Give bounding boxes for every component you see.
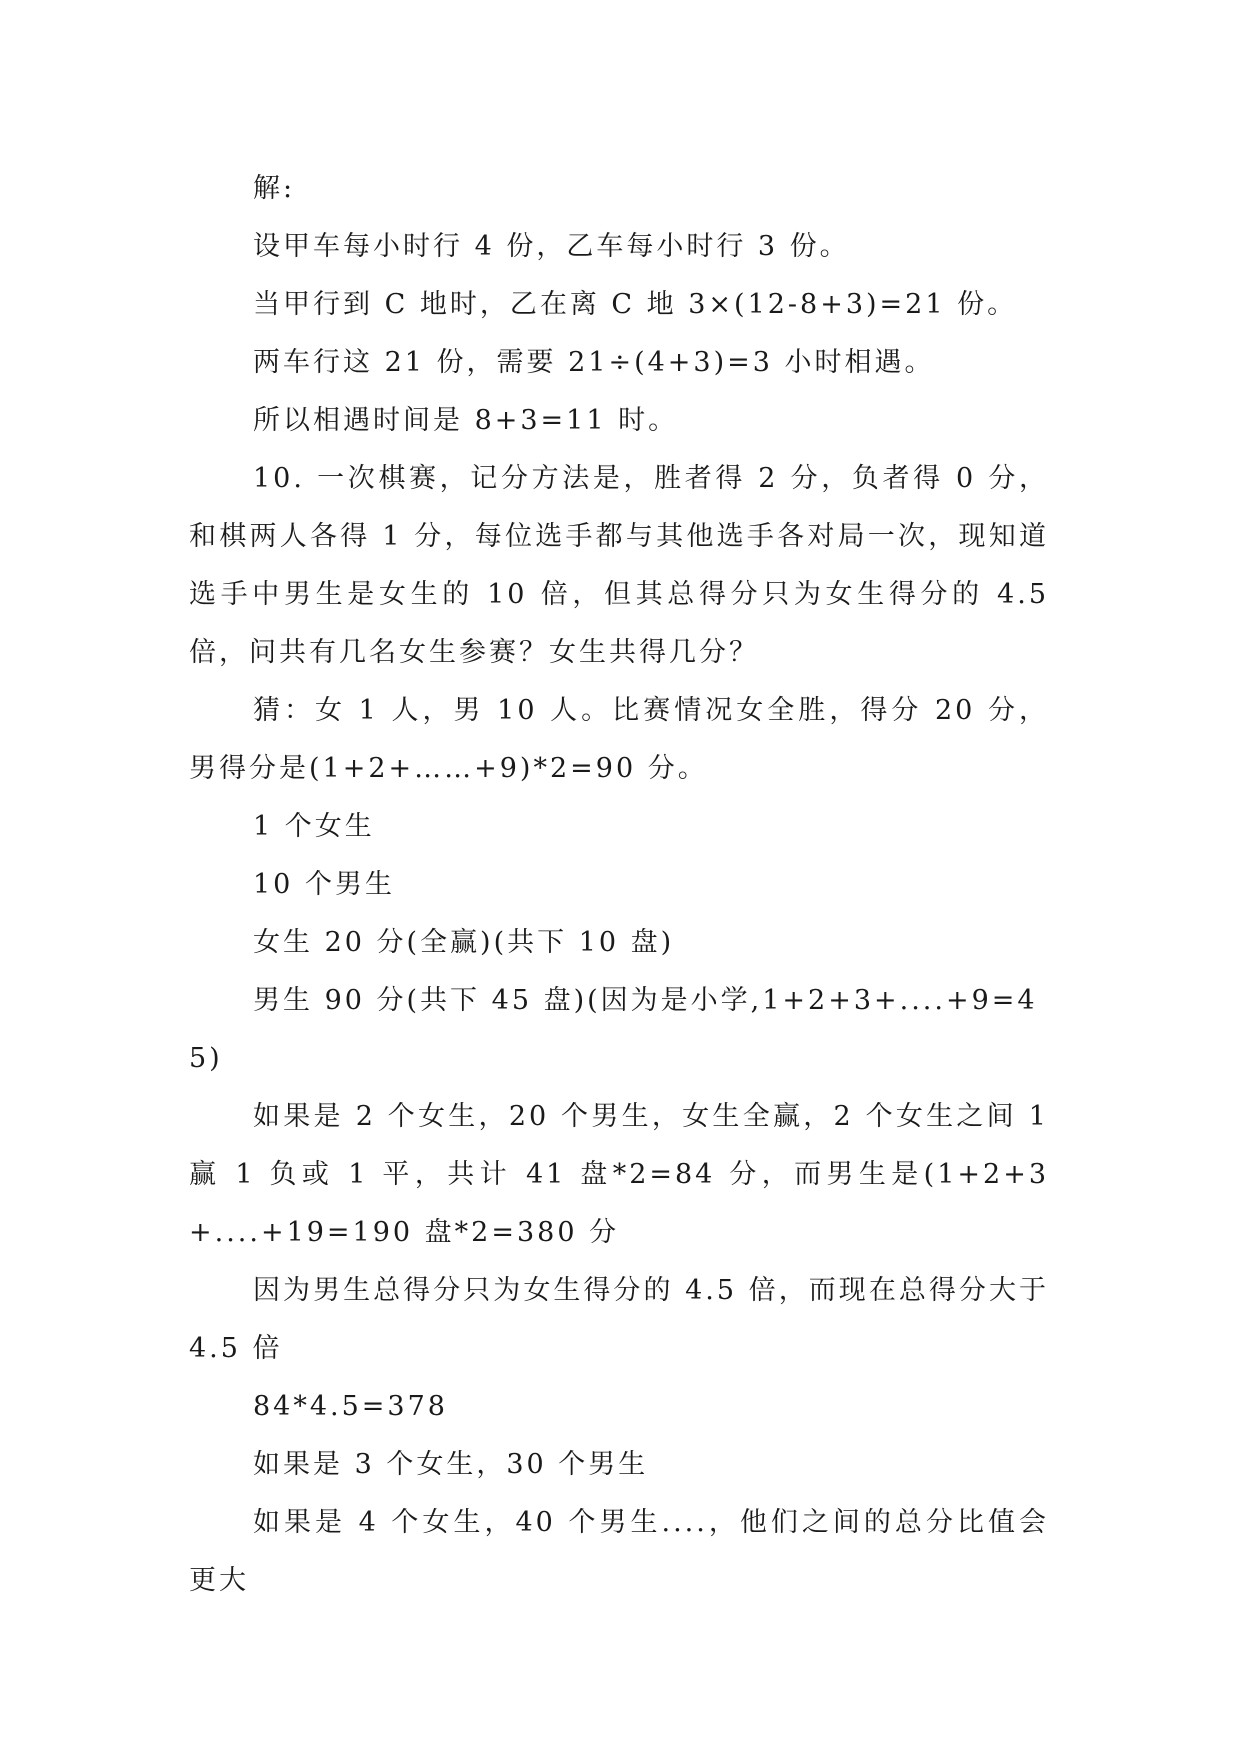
- paragraph-calculation: 84*4.5=378: [253, 1391, 448, 1422]
- paragraph-assumption: 设甲车每小时行 4 份，乙车每小时行 3 份。: [253, 231, 850, 262]
- paragraph-meeting-hours: 两车行这 21 份，需要 21÷(4+3)=3 小时相遇。: [253, 347, 935, 378]
- paragraph-three-girls-case: 如果是 3 个女生，30 个男生: [253, 1449, 649, 1480]
- paragraph-guess: 猜：女 1 人，男 10 人。比赛情况女全胜，得分 20 分，男得分是(1+2+……+9)*2=90 分。: [189, 695, 1049, 784]
- paragraph-girl-score: 女生 20 分(全赢)(共下 10 盘): [253, 927, 675, 958]
- paragraph-boy-score: 男生 90 分(共下 45 盘)(因为是小学,1+2+3+....+9=45): [189, 985, 1038, 1074]
- paragraph-arrival-c: 当甲行到 C 地时，乙在离 C 地 3×(12-8+3)=21 份。: [253, 289, 1018, 320]
- paragraph-ratio-reason: 因为男生总得分只为女生得分的 4.5 倍，而现在总得分大于 4.5 倍: [189, 1275, 1049, 1364]
- paragraph-four-girls-case: 如果是 4 个女生，40 个男生....，他们之间的总分比值会更大: [189, 1507, 1049, 1596]
- paragraph-ten-boys: 10 个男生: [253, 869, 395, 900]
- paragraph-meeting-time: 所以相遇时间是 8+3=11 时。: [253, 405, 679, 436]
- paragraph-solution-label: 解:: [253, 173, 296, 204]
- paragraph-one-girl: 1 个女生: [253, 811, 375, 842]
- document-body: [189, 160, 1049, 1610]
- paragraph-two-girls-case: 如果是 2 个女生，20 个男生，女生全赢，2 个女生之间 1 赢 1 负或 1 平，共计 41 盘*2=84 分，而男生是(1+2+3+....+19=190 盘*2=380 分: [189, 1101, 1049, 1248]
- paragraph-problem-10: 10. 一次棋赛，记分方法是，胜者得 2 分，负者得 0 分，和棋两人各得 1 分，每位选手都与其他选手各对局一次，现知道选手中男生是女生的 10 倍，但其总得分只为女生得分的 4.5 倍，问共有几名女生参赛？女生共得几分？: [189, 463, 1049, 668]
